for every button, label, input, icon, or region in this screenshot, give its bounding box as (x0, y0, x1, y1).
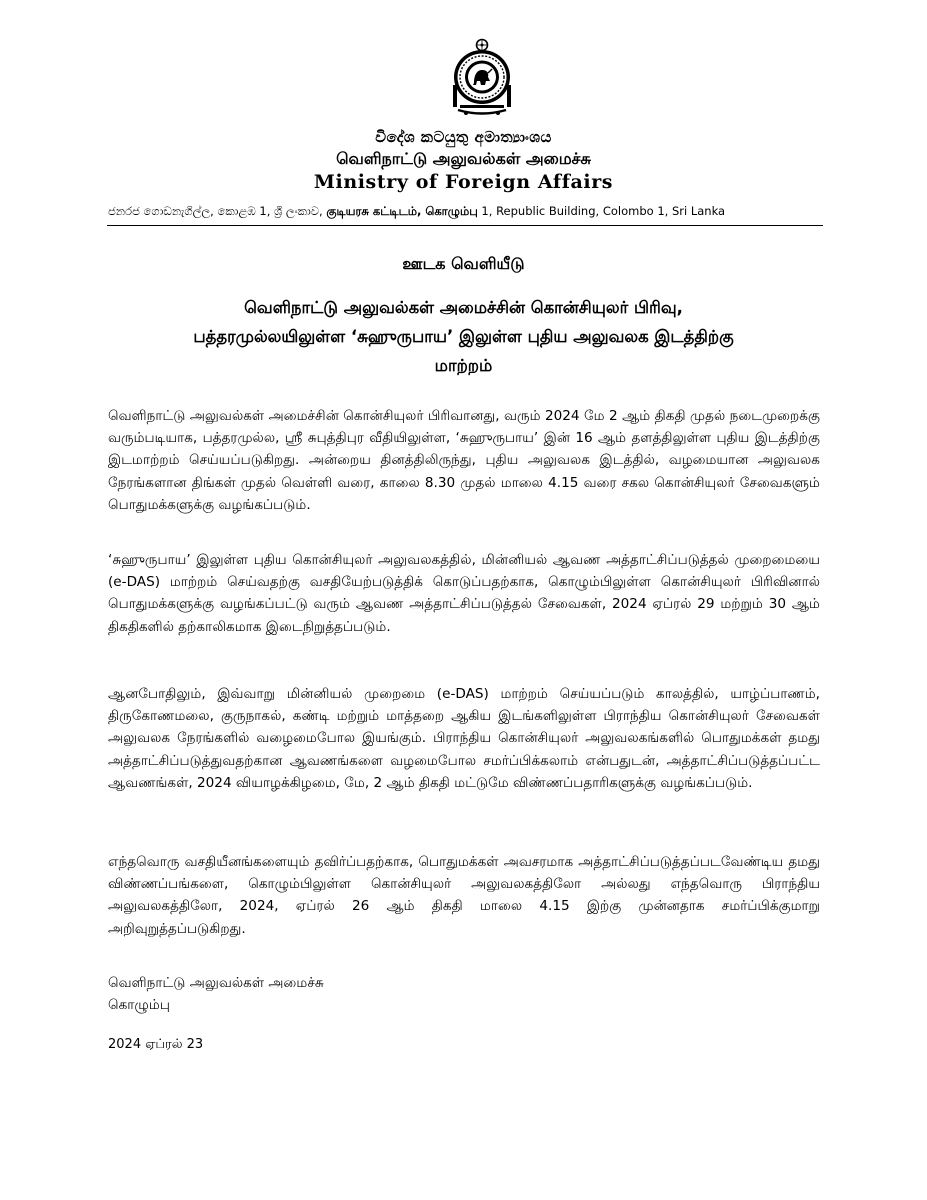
title-line-2: பத்தரமுல்லயிலுள்ள ‘சுஹுருபாய’ இலுள்ள புதிய அலுவலக இடத்திற்கு (193, 327, 734, 346)
address-line (108, 204, 857, 220)
signature-ministry: வெளிநாட்டு அலுவல்கள் அமைச்சு (108, 975, 324, 991)
header-divider (107, 225, 823, 226)
document-title (130, 293, 797, 380)
address-english: 1, Republic Building, Colombo 1, Sri Lanka (477, 204, 726, 218)
title-line-3: மாற்றம் (434, 356, 493, 375)
body-paragraph-2: ‘சுஹுருபாய’ இலுள்ள புதிய கொன்சியுலர் அலுவலகத்தில், மின்னியல் ஆவண அத்தாட்சிப்படுத்தல் முறைமையை (e-DAS) மாற்றம் செய்வதற்கு வசதியேற்படுத்திக் கொடுப்பதற்காக, கொழும்பிலுள்ள கொன்சியுலர் பிரிவினால் பொதுமக்களுக்கு வழங்கப்பட்டு வரும் ஆவண அத்தாட்சிப்படுத்தல் சேவைகள், 2024 ஏப்ரல் 29 மற்றும் 30 ஆம் திகதிகளில் தற்காலிகமாக இடைநிறுத்தப்படும். (108, 552, 820, 635)
signature-city: கொழும்பு (108, 997, 170, 1014)
release-date: 2024 ஏப்ரல் 23 (108, 1037, 204, 1052)
address-sinhala: ජනරජ ගොඩනැගිල්ල, කොළඹ 1, ශ්‍රී ලංකාව, (108, 204, 323, 218)
body-paragraph-1: வெளிநாட்டு அலுவல்கள் அமைச்சின் கொன்சியுலர் பிரிவானது, வரும் 2024 மே 2 ஆம் திகதி முதல் நடைமுறைக்கு வரும்படியாக, பத்தரமுல்ல, ஸ்ரீ சுபுத்திபுர வீதியிலுள்ள, ‘சுஹுருபாய’ இன் 16 ஆம் தளத்திலுள்ள புதிய இடத்திற்கு இடமாற்றம் செய்யப்படுகிறது. அன்றைய தினத்திலிருந்து, புதிய அலுவலக இடத்தில், வழமையான அலுவலக நேரங்களான திங்கள் முதல் வெள்ளி வரை, காலை 8.30 முதல் மாலை 4.15 வரை சகல கொன்சியுலர் சேவைகளும் பொதுமக்களுக்கு வழங்கப்படும். (108, 408, 820, 513)
ministry-name-english: Ministry of Foreign Affairs (313, 171, 614, 193)
state-emblem-icon (452, 37, 512, 119)
body-paragraph-4: எந்தவொரு வசதியீனங்களையும் தவிர்ப்பதற்காக, பொதுமக்கள் அவசரமாக அத்தாட்சிப்படுத்தப்படவேண்டிய தமது விண்ணப்பங்களை, கொழும்பிலுள்ள கொன்சியுலர் அலுவலகத்திலோ அல்லது எந்தவொரு பிராந்திய அலுவலகத்திலோ, 2024, ஏப்ரல் 26 ஆம் திகதி மாலை 4.15 இற்கு முன்னதாக சமர்ப்பிக்குமாறு அறிவுறுத்தப்படுகிறது. (108, 854, 820, 937)
address-tamil: குடியரசு கட்டிடம், கொழும்பு (326, 204, 478, 218)
body-paragraph-3: ஆனபோதிலும், இவ்வாறு மின்னியல் முறைமை (e-DAS) மாற்றம் செய்யப்படும் காலத்தில், யாழ்ப்பாணம், திருகோணமலை, குருநாகல், கண்டி மற்றும் மாத்தறை ஆகிய இடங்களிலுள்ள பிராந்திய கொன்சியுலர் சேவைகள் அலுவலக நேரங்களில் வழைமைபோல இயங்கும். பிராந்திய கொன்சியுலர் அலுவலகங்களில் பொதுமக்கள் தமது அத்தாட்சிப்படுத்துவதற்கான ஆவணங்களை வழமைபோல சமர்ப்பிக்கலாம் என்பதுடன், அத்தாட்சிப்படுத்தப்பட்ட ஆவணங்கள், 2024 வியாழக்கிழமை, மே, 2 ஆம் திகதி மட்டுமே விண்ணப்பதாரிகளுக்கு வழங்கப்படும். (108, 686, 820, 791)
signature-block (108, 972, 324, 1016)
ministry-name-sinhala: විදේශ කටයුතු අමාත්‍යාංශය (375, 128, 552, 146)
title-line-1: வெளிநாட்டு அலுவல்கள் அமைச்சின் கொன்சியுலர் பிரிவு, (244, 298, 683, 317)
document-type: ஊடக வெளியீடு (402, 254, 525, 273)
ministry-name-tamil: வெளிநாட்டு அலுவல்கள் அமைச்சு (336, 149, 591, 168)
